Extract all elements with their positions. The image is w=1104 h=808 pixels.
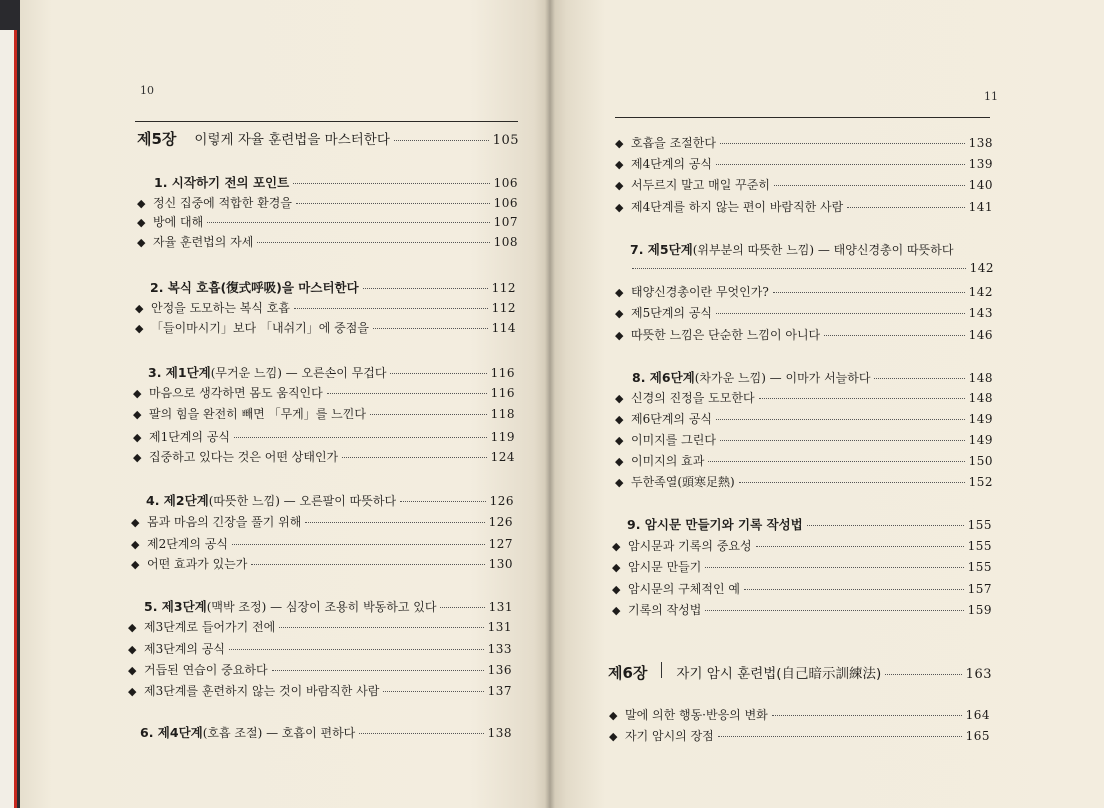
diamond-bullet-icon: ◆ xyxy=(131,516,140,529)
item-title: 암시문 만들기 xyxy=(628,560,702,574)
diamond-bullet-icon: ◆ xyxy=(612,604,621,617)
diamond-bullet-icon: ◆ xyxy=(131,558,140,571)
header-rule-left xyxy=(135,121,518,122)
page-ref: 116 xyxy=(490,366,515,380)
item-title: 어떤 효과가 있는가 xyxy=(147,557,248,571)
item-title: 말에 의한 행동·반응의 변화 xyxy=(625,708,768,722)
item-title: 자율 훈련법의 자세 xyxy=(153,235,254,249)
page-ref: 143 xyxy=(968,306,993,320)
diamond-bullet-icon: ◆ xyxy=(609,730,618,743)
page-ref: 114 xyxy=(491,321,516,335)
section-title: 5. 제3단계 xyxy=(144,599,207,614)
toc-item xyxy=(135,319,516,337)
item-title: 제2단계의 공식 xyxy=(147,537,229,551)
diamond-bullet-icon: ◆ xyxy=(137,216,146,229)
section-subtitle: (맥박 조정) — 심장이 조용히 박동하고 있다 xyxy=(206,600,437,614)
page-ref: 139 xyxy=(968,157,993,171)
diamond-bullet-icon: ◆ xyxy=(612,540,621,553)
page-ref: 141 xyxy=(968,200,993,214)
leader-dots xyxy=(373,328,488,329)
page-ref: 142 xyxy=(968,285,993,299)
toc-item xyxy=(615,410,993,428)
item-title: 제3단계를 훈련하지 않는 것이 바람직한 사람 xyxy=(144,684,380,698)
diamond-bullet-icon: ◆ xyxy=(609,709,618,722)
item-title: 신경의 진정을 도모한다 xyxy=(631,391,755,405)
diamond-bullet-icon: ◆ xyxy=(131,538,140,551)
page-ref: 137 xyxy=(487,684,512,698)
diamond-bullet-icon: ◆ xyxy=(615,434,624,447)
leader-dots xyxy=(370,414,487,415)
leader-dots xyxy=(774,185,965,186)
leader-dots xyxy=(342,457,486,458)
diamond-bullet-icon: ◆ xyxy=(128,621,137,634)
diamond-bullet-icon: ◆ xyxy=(137,197,146,210)
page-ref: 157 xyxy=(967,582,992,596)
leader-dots xyxy=(824,335,964,336)
leader-dots xyxy=(708,461,964,462)
item-title: 따뜻한 느낌은 단순한 느낌이 아니다 xyxy=(631,328,821,342)
leader-dots xyxy=(383,691,483,692)
diamond-bullet-icon: ◆ xyxy=(137,236,146,249)
diamond-bullet-icon: ◆ xyxy=(128,643,137,656)
leader-dots xyxy=(720,143,965,144)
leader-dots xyxy=(632,268,966,269)
page-ref: 138 xyxy=(487,726,512,740)
leader-dots xyxy=(718,736,962,737)
item-title: 제6단계의 공식 xyxy=(631,412,713,426)
leader-dots xyxy=(390,373,486,374)
leader-dots xyxy=(359,733,483,734)
page-ref: 112 xyxy=(491,301,516,315)
section-title: 7. 제5단계 xyxy=(630,242,693,257)
page-ref: 152 xyxy=(968,475,993,489)
leader-dots xyxy=(296,203,490,204)
toc-item xyxy=(612,558,992,576)
page-ref: 149 xyxy=(968,433,993,447)
toc-item xyxy=(615,389,993,407)
leader-dots xyxy=(400,501,486,502)
page-ref: 164 xyxy=(965,708,990,722)
item-title: 자기 암시의 장점 xyxy=(625,729,714,743)
toc-item xyxy=(609,727,990,745)
leader-dots xyxy=(272,670,484,671)
toc-item xyxy=(133,428,515,446)
leader-dots xyxy=(294,308,488,309)
toc-item xyxy=(137,194,518,212)
page-ref: 127 xyxy=(488,537,513,551)
page-ref: 163 xyxy=(965,667,992,682)
book-gutter xyxy=(545,0,555,808)
page-ref: 126 xyxy=(489,494,514,508)
leader-dots xyxy=(440,607,484,608)
section-subtitle: (위부분의 따뜻한 느낌) — 태양신경총이 따뜻하다 xyxy=(692,243,954,257)
item-title: 기록의 작성법 xyxy=(628,603,702,617)
leader-dots xyxy=(257,242,489,243)
item-title: 제4단계의 공식 xyxy=(631,157,713,171)
diamond-bullet-icon: ◆ xyxy=(615,158,624,171)
toc-section xyxy=(632,368,993,386)
leader-dots xyxy=(720,440,965,441)
page-ref: 119 xyxy=(490,430,515,444)
item-title: 「들이마시기」보다 「내쉬기」에 중점을 xyxy=(151,321,369,335)
diamond-bullet-icon: ◆ xyxy=(133,387,142,400)
page-ref: 148 xyxy=(968,371,993,385)
page-ref: 155 xyxy=(967,539,992,553)
item-title: 서두르지 말고 매일 꾸준히 xyxy=(631,178,770,192)
toc-section xyxy=(144,597,513,615)
leader-dots xyxy=(716,419,965,420)
diamond-bullet-icon: ◆ xyxy=(133,431,142,444)
toc-item xyxy=(135,299,516,317)
toc-item xyxy=(615,155,993,173)
diamond-bullet-icon: ◆ xyxy=(135,302,144,315)
item-title: 제3단계의 공식 xyxy=(144,642,226,656)
leader-dots xyxy=(847,207,964,208)
page-number-left: 10 xyxy=(140,84,154,97)
toc-item xyxy=(615,326,993,344)
diamond-bullet-icon: ◆ xyxy=(615,329,624,342)
diamond-bullet-icon: ◆ xyxy=(615,307,624,320)
toc-item xyxy=(128,618,512,636)
page-ref: 124 xyxy=(490,450,515,464)
toc-section xyxy=(148,363,515,381)
leader-dots xyxy=(293,183,489,184)
page-ref: 112 xyxy=(491,281,516,295)
toc-item xyxy=(612,601,992,619)
red-edge-strip xyxy=(0,30,17,808)
page-ref: 136 xyxy=(487,663,512,677)
chapter-title: 이렇게 자율 훈련법을 마스터한다 xyxy=(194,132,390,148)
page-number-right: 11 xyxy=(984,90,998,103)
toc-item xyxy=(128,682,512,700)
toc-item xyxy=(615,304,993,322)
header-rule-right xyxy=(615,117,990,118)
item-title: 제5단계의 공식 xyxy=(631,306,713,320)
page-ref: 165 xyxy=(965,729,990,743)
leader-dots xyxy=(885,674,961,675)
toc-section xyxy=(154,173,518,191)
leader-dots xyxy=(305,522,484,523)
page-ref: 106 xyxy=(493,176,518,190)
page-ref: 155 xyxy=(967,518,992,532)
leader-dots xyxy=(772,715,962,716)
page-ref: 131 xyxy=(487,620,512,634)
item-title: 제4단계를 하지 않는 편이 바람직한 사람 xyxy=(631,200,844,214)
toc-item xyxy=(609,706,990,724)
item-title: 태양신경총이란 무엇인가? xyxy=(631,285,769,299)
toc-chapter-5 xyxy=(137,128,519,146)
leader-dots xyxy=(232,544,485,545)
page-ref: 149 xyxy=(968,412,993,426)
page-ref: 138 xyxy=(968,136,993,150)
leader-dots xyxy=(705,567,963,568)
leader-dots xyxy=(279,627,483,628)
toc-section xyxy=(150,278,516,296)
item-title: 암시문과 기록의 중요성 xyxy=(628,539,752,553)
item-title: 제3단계로 들어가기 전에 xyxy=(144,620,276,634)
page-ref: 142 xyxy=(969,261,994,275)
page-ref: 108 xyxy=(493,235,518,249)
leader-dots xyxy=(744,589,964,590)
leader-dots xyxy=(716,164,965,165)
leader-dots xyxy=(705,610,963,611)
leader-dots xyxy=(773,292,965,293)
diamond-bullet-icon: ◆ xyxy=(615,455,624,468)
chapter-number: 제5장 xyxy=(137,130,177,148)
leader-dots xyxy=(234,437,487,438)
item-title: 두한족열(頭寒足熱) xyxy=(631,475,735,489)
toc-item xyxy=(615,198,993,216)
toc-item xyxy=(615,176,993,194)
toc-item xyxy=(137,233,518,251)
item-title: 안정을 도모하는 복식 호흡 xyxy=(151,301,290,315)
toc-item xyxy=(137,213,518,231)
page-ref: 146 xyxy=(968,328,993,342)
diamond-bullet-icon: ◆ xyxy=(615,286,624,299)
section-title: 9. 암시문 만들기와 기록 작성법 xyxy=(627,517,803,532)
section-title: 6. 제4단계 xyxy=(140,725,203,740)
leader-dots xyxy=(327,393,487,394)
section-title: 2. 복식 호흡(復式呼吸)을 마스터한다 xyxy=(150,280,359,295)
item-title: 호흡을 조절한다 xyxy=(631,136,716,150)
item-title: 거듭된 연습이 중요하다 xyxy=(144,663,268,677)
leader-dots xyxy=(759,398,965,399)
toc-item xyxy=(615,134,993,152)
diamond-bullet-icon: ◆ xyxy=(133,408,142,421)
page-ref: 148 xyxy=(968,391,993,405)
page-ref: 155 xyxy=(967,560,992,574)
page-ref: 140 xyxy=(968,178,993,192)
diamond-bullet-icon: ◆ xyxy=(615,137,624,150)
toc-item xyxy=(612,580,992,598)
item-title: 제1단계의 공식 xyxy=(149,430,231,444)
diamond-bullet-icon: ◆ xyxy=(615,476,624,489)
section-subtitle: (호흡 조절) — 호흡이 편하다 xyxy=(202,726,356,740)
diamond-bullet-icon: ◆ xyxy=(615,413,624,426)
toc-section xyxy=(627,515,992,533)
diamond-bullet-icon: ◆ xyxy=(615,179,624,192)
leader-dots xyxy=(207,222,489,223)
section-title: 8. 제6단계 xyxy=(632,370,695,385)
toc-item xyxy=(128,661,512,679)
page-ref: 131 xyxy=(488,600,513,614)
item-title: 팔의 힘을 완전히 빼면 「무게」를 느낀다 xyxy=(149,407,366,421)
section-subtitle: (차가운 느낌) — 이마가 서늘하다 xyxy=(694,371,871,385)
item-title: 집중하고 있다는 것은 어떤 상태인가 xyxy=(149,450,339,464)
toc-section xyxy=(146,491,514,509)
item-title: 이미지를 그린다 xyxy=(631,433,716,447)
diamond-bullet-icon: ◆ xyxy=(615,392,624,405)
toc-section xyxy=(140,723,512,741)
toc-item xyxy=(131,535,513,553)
page-ref: 126 xyxy=(488,515,513,529)
leader-dots xyxy=(874,378,964,379)
leader-dots xyxy=(756,546,964,547)
toc-item xyxy=(128,640,512,658)
section-title: 4. 제2단계 xyxy=(146,493,209,508)
leader-dots xyxy=(807,525,964,526)
chapter-title: 자기 암시 훈련법(自己暗示訓練法) xyxy=(676,666,882,682)
page-ref: 106 xyxy=(493,196,518,210)
toc-item xyxy=(131,513,513,531)
diamond-bullet-icon: ◆ xyxy=(128,685,137,698)
toc-chapter-6 xyxy=(608,662,992,680)
chapter-number: 제6장 xyxy=(608,664,648,682)
page-ref: 118 xyxy=(490,407,515,421)
item-title: 암시문의 구체적인 예 xyxy=(628,582,740,596)
diamond-bullet-icon: ◆ xyxy=(612,583,621,596)
leader-dots xyxy=(229,649,484,650)
leader-continuation xyxy=(632,261,994,279)
page-ref: 116 xyxy=(490,386,515,400)
page-ref: 159 xyxy=(967,603,992,617)
section-subtitle: (따뜻한 느낌) — 오른팔이 따뜻하다 xyxy=(208,494,397,508)
diamond-bullet-icon: ◆ xyxy=(612,561,621,574)
toc-item xyxy=(133,448,515,466)
page-ref: 107 xyxy=(493,215,518,229)
leader-dots xyxy=(251,564,484,565)
item-title: 이미지의 효과 xyxy=(631,454,705,468)
toc-item xyxy=(612,537,992,555)
leader-dots xyxy=(716,313,965,314)
section-title: 1. 시작하기 전의 포인트 xyxy=(154,175,290,190)
page-ref: 105 xyxy=(492,133,519,148)
page-ref: 133 xyxy=(487,642,512,656)
item-title: 정신 집중에 적합한 환경을 xyxy=(153,196,292,210)
toc-item xyxy=(131,555,513,573)
section-subtitle: (무거운 느낌) — 오른손이 무겁다 xyxy=(210,366,387,380)
diamond-bullet-icon: ◆ xyxy=(615,201,624,214)
item-title: 방에 대해 xyxy=(153,215,204,229)
toc-item xyxy=(615,283,993,301)
toc-item xyxy=(133,384,515,402)
diamond-bullet-icon: ◆ xyxy=(128,664,137,677)
toc-item xyxy=(615,473,993,491)
page-ref: 130 xyxy=(488,557,513,571)
diamond-bullet-icon: ◆ xyxy=(133,451,142,464)
leader-dots xyxy=(394,140,489,141)
toc-item xyxy=(615,452,993,470)
toc-item xyxy=(133,405,515,423)
item-title: 몸과 마음의 긴장을 풀기 위해 xyxy=(147,515,302,529)
toc-section xyxy=(630,240,970,258)
section-title: 3. 제1단계 xyxy=(148,365,211,380)
leader-dots xyxy=(739,482,965,483)
page-ref: 150 xyxy=(968,454,993,468)
item-title: 마음으로 생각하면 몸도 움직인다 xyxy=(149,386,323,400)
diamond-bullet-icon: ◆ xyxy=(135,322,144,335)
toc-item xyxy=(615,431,993,449)
chapter-divider xyxy=(661,662,662,678)
leader-dots xyxy=(363,288,488,289)
